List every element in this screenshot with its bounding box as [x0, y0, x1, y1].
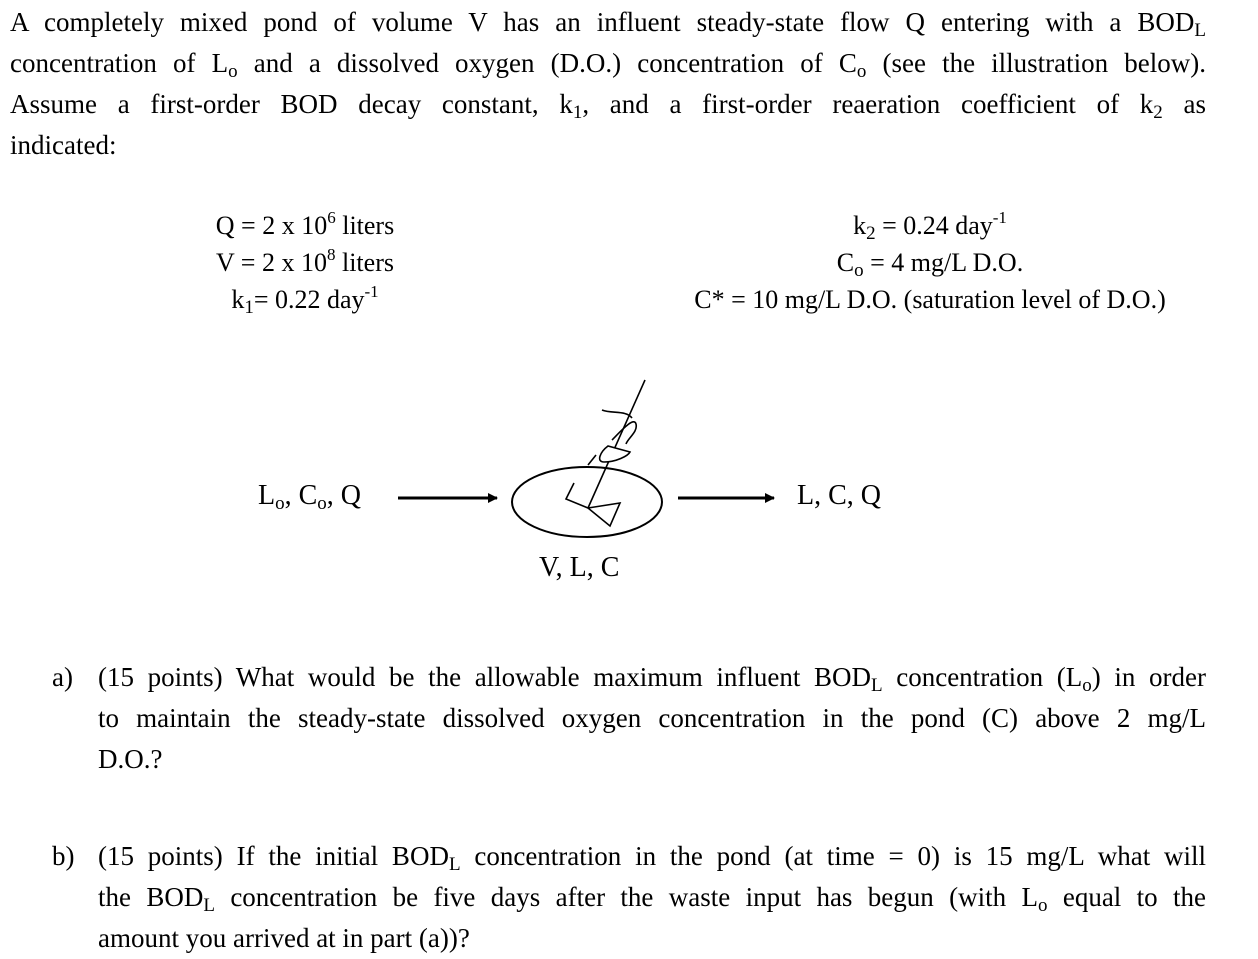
given-values-right	[640, 207, 1220, 318]
pond-ellipse	[512, 467, 662, 537]
problem-intro	[10, 2, 1206, 166]
question-b-line-3: amount you arrived at in part (a))?	[98, 923, 470, 953]
pond-label: V, L, C	[539, 552, 620, 583]
question-b-line-2: the $BOD_L$ concentration be five days after the waste input has begun (with $L_o$ equal to the	[98, 882, 1207, 916]
given-values-left	[190, 207, 420, 318]
question-a-label: a)	[52, 662, 73, 692]
given-co: $C_o = 4$ mg/L D.O.	[836, 248, 1024, 281]
question-a-line-1: (15 points) What would be the allowable maximum influent $BOD_L$ concentration $(L_o)$ in order	[98, 662, 1206, 696]
given-cstar: C* = 10 mg/L D.O. (saturation level of D.O.)	[694, 285, 1166, 314]
mixer-icon	[566, 380, 645, 526]
intro-line-3: Assume a first-order BOD decay constant, $k_1$, and a first-order reaeration coefficient of $k_2$ as	[10, 89, 1206, 123]
intro-line-4: indicated:	[10, 130, 117, 160]
question-b-text	[98, 836, 1206, 959]
given-k2: $k_2 = 0.24$ day$^{-1}$	[853, 208, 1007, 244]
given-k1: $k_1= 0.22$ day$^{-1}$	[231, 282, 379, 318]
question-a-text	[98, 657, 1206, 780]
outflow-label: L, C, Q	[797, 480, 881, 511]
given-flow: Q = 2 x $10^6$ liters	[215, 208, 395, 240]
inflow-label: $L_o$, $C_o$, Q	[258, 480, 362, 514]
intro-line-2: concentration of $L_o$ and a dissolved oxygen (D.O.) concentration of $C_o$ (see the illustration below).	[10, 48, 1206, 82]
question-a	[52, 657, 1206, 780]
question-a-line-2: to maintain the steady-state dissolved oxygen concentration in the pond (C) above 2 mg/L	[98, 703, 1206, 733]
question-b-line-1: (15 points) If the initial $BOD_L$ concentration in the pond (at time = 0) is 15 mg/L what will	[98, 841, 1207, 875]
intro-line-1: A completely mixed pond of volume V has an influent steady-state flow Q entering with a $BOD_L$	[10, 7, 1206, 41]
question-b	[52, 836, 1206, 959]
question-a-line-3: D.O.?	[98, 744, 163, 774]
question-b-label: b)	[52, 841, 75, 871]
given-volume: V = 2 x $10^8$ liters	[216, 245, 394, 277]
